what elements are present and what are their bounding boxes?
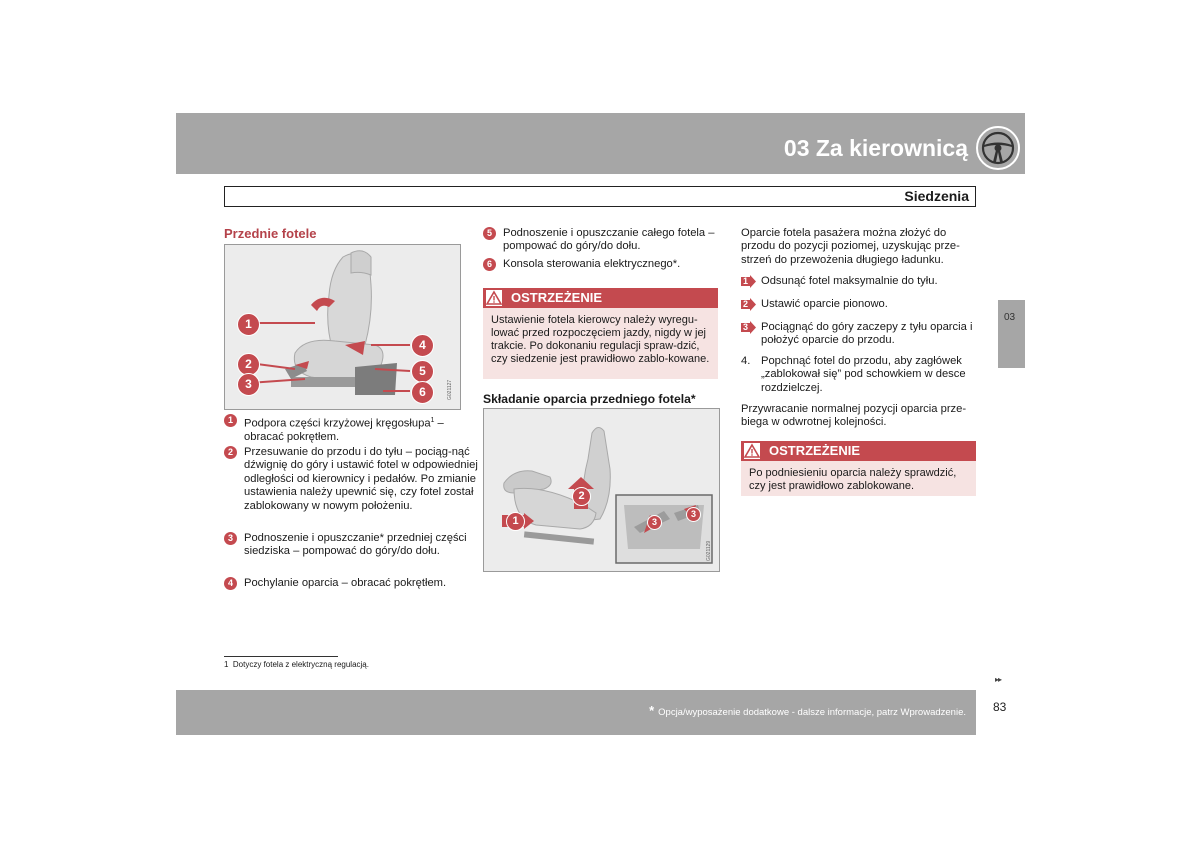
fold-outro-text: Przywracanie normalnej pozycji oparcia prze-biega w odwrotnej kolejności.	[741, 403, 967, 429]
figure-code: G021127	[447, 379, 453, 400]
callout-5: 5	[411, 360, 434, 383]
item-text: Konsola sterowania elektrycznego*.	[503, 258, 681, 270]
item-text: Ustawić oparcie pionowo.	[761, 298, 888, 310]
warning-triangle-icon	[486, 290, 502, 306]
number-bullet: 6	[483, 258, 496, 271]
fold-illustration	[484, 409, 719, 571]
callout-1: 1	[506, 512, 525, 531]
footnote	[224, 660, 369, 669]
asterisk: *	[649, 703, 655, 718]
callout-4: 4	[411, 334, 434, 357]
item-text: Podnoszenie i opuszczanie całego fotela – pompować do góry/do dołu.	[503, 227, 715, 253]
fold-intro-text: Oparcie fotela pasażera można złożyć do przodu do pozycji poziomej, uzyskując prze-strzeń do przewożenia długiego ładunku.	[741, 227, 960, 266]
number-bullet: 2	[224, 446, 237, 459]
footer-band	[176, 690, 976, 735]
item-text: Odsunąć fotel maksymalnie do tyłu.	[761, 275, 938, 287]
warning-triangle-icon	[744, 443, 760, 459]
callout-1: 1	[237, 313, 260, 336]
section-title: Siedzenia	[904, 188, 969, 204]
number-bullet: 4	[224, 577, 237, 590]
list-item	[483, 258, 739, 271]
section-bar	[224, 186, 976, 207]
list-item	[483, 227, 739, 254]
list-item	[741, 321, 997, 348]
callout-2: 2	[572, 487, 591, 506]
continue-arrows-icon: ▸▸	[995, 675, 1002, 684]
footnote-ref: 1	[430, 417, 435, 424]
item-text-cont: – obracać pokrętłem.	[244, 417, 444, 444]
item-text: Pociągnąć do góry zaczepy z tyłu oparcia i położyć oparcie do przodu.	[761, 321, 973, 347]
fold-backrest-figure	[483, 408, 720, 572]
step-number: 4.	[741, 355, 751, 367]
steering-wheel-icon	[976, 126, 1020, 170]
callout-6: 6	[411, 381, 434, 404]
item-text: Popchnąć fotel do przodu, aby zagłówek „zablokował się” pod schowkiem w desce rozdzielczej.	[761, 355, 966, 394]
number-bullet: 3	[224, 532, 237, 545]
callout-3: 3	[686, 507, 701, 522]
list-item	[224, 414, 480, 445]
item-text: Przesuwanie do przodu i do tyłu – pociąg-nąć dźwignię do góry i ustawić fotel w odpowiedniej odległości od kierownicy i pedałów. Po zmianie ustawienia należy upewnić się, czy fotel został zablokowany w nowym położeniu.	[244, 446, 478, 512]
item-text: Podnoszenie i opuszczanie* przedniej części siedziska – pompować do góry/do dołu.	[244, 532, 467, 558]
step-number: 1	[743, 276, 749, 286]
chapter-tab	[998, 300, 1025, 368]
footer-text: Opcja/wyposażenie dodatkowe - dalsze informacje, patrz Wprowadzenie.	[658, 707, 966, 718]
list-item	[741, 298, 997, 311]
callout-2: 2	[237, 353, 260, 376]
footnote-text: Dotyczy fotela z elektryczną regulacją.	[232, 660, 369, 669]
step-number: 3	[743, 322, 749, 332]
chapter-title: 03 Za kierownicą	[783, 135, 968, 161]
warning-label: OSTRZEŻENIE	[769, 443, 861, 458]
list-item	[741, 275, 997, 288]
list-item	[224, 532, 480, 559]
warning-text: Po podniesieniu oparcia należy sprawdzić, czy jest prawidłowo zablokowane.	[741, 461, 976, 496]
warning-text: Ustawienie fotela kierowcy należy wyregu-lować przed rozpoczęciem jazdy, nigdy w jej trakcie. Po dokonaniu regulacji spraw-dzić, czy siedzenie jest prawidłowo zablo-kowane.	[483, 308, 718, 379]
item-text: Podpora części krzyżowej kręgosłupa	[244, 417, 431, 430]
chapter-tab-label: 03	[1004, 312, 1016, 323]
footnote-mark: 1	[224, 660, 229, 669]
item-text: Pochylanie oparcia – obracać pokrętłem.	[244, 577, 447, 589]
list-item	[224, 577, 480, 590]
list-item	[741, 355, 997, 395]
figure-code: G021129	[706, 540, 712, 561]
list-item	[224, 446, 480, 513]
front-seats-heading: Przednie fotele	[224, 226, 317, 241]
warning-label: OSTRZEŻENIE	[511, 290, 603, 305]
front-seat-figure	[224, 244, 461, 410]
callout-3: 3	[647, 515, 662, 530]
warning-header	[483, 288, 718, 308]
callout-3: 3	[237, 373, 260, 396]
fold-backrest-heading: Składanie oparcia przedniego fotela*	[483, 392, 696, 406]
warning-header	[741, 441, 976, 461]
footnote-divider	[224, 656, 338, 657]
number-bullet: 1	[224, 414, 237, 427]
page-number: 83	[993, 700, 1007, 714]
footer-note	[649, 703, 966, 718]
number-bullet: 5	[483, 227, 496, 240]
step-number: 2	[743, 299, 749, 309]
